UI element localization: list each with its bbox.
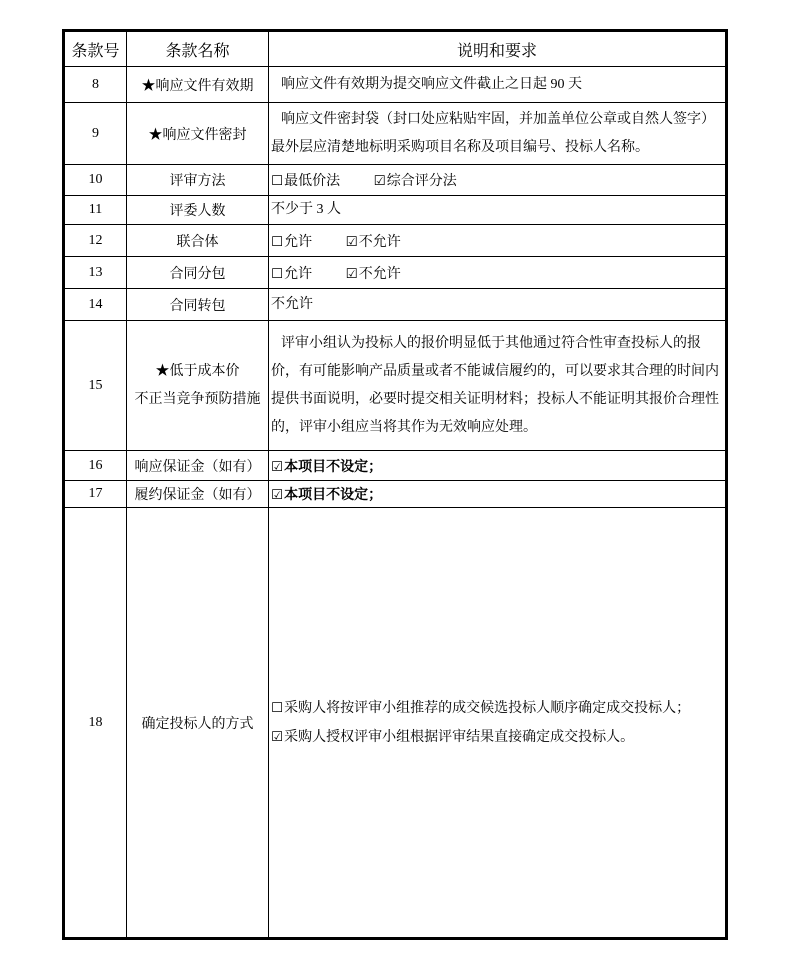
checkbox-unchecked-icon: ☐ — [271, 173, 284, 189]
terms-table — [62, 29, 728, 940]
checkbox-checked-icon: ☑ — [345, 265, 358, 282]
clause-desc — [269, 67, 727, 103]
table-row — [64, 67, 727, 103]
option-label: 不允许 — [358, 266, 401, 282]
desc-line: 响应文件有效期为提交响应文件截止之日起 90 天 — [281, 76, 582, 92]
clause-no: 9 — [64, 103, 127, 165]
checkbox-checked-icon: ☑ — [271, 458, 284, 475]
clause-name: 确定投标人的方式 — [127, 508, 269, 939]
clause-desc — [269, 321, 727, 451]
checkbox-unchecked-icon: ☐ — [271, 265, 284, 282]
clause-desc — [269, 165, 727, 196]
clause-desc — [269, 508, 727, 939]
table-row — [64, 165, 727, 196]
desc-line: 不允许 — [271, 296, 313, 312]
desc-line: 响应文件密封袋（封口处应粘贴牢固，并加盖单位公章或自然人签字） — [281, 111, 715, 127]
clause-no: 11 — [64, 196, 127, 225]
option-label: 综合评分法 — [386, 174, 457, 189]
option-allowed — [271, 235, 312, 250]
clause-name: 联合体 — [127, 225, 269, 257]
option-lowest-price — [271, 174, 340, 189]
header-description: 说明和要求 — [269, 31, 727, 67]
clause-desc — [269, 257, 727, 289]
clause-no: 10 — [64, 165, 127, 196]
option-not-allowed — [346, 235, 401, 250]
desc-line: 最外层应清楚地标明采购项目名称及项目编号、投标人名称。 — [271, 139, 649, 155]
option-label: 采购人授权评审小组根据评审结果直接确定成交投标人。 — [284, 729, 635, 745]
clause-name: ★响应文件有效期 — [127, 67, 269, 103]
option-line — [271, 694, 723, 723]
clause-desc — [269, 196, 727, 225]
option-label: 允许 — [284, 266, 313, 282]
option-allowed — [271, 267, 312, 282]
clause-no: 18 — [64, 508, 127, 939]
option-label: 允许 — [284, 234, 313, 250]
clause-no: 16 — [64, 451, 127, 481]
clause-no: 8 — [64, 67, 127, 103]
option-not-allowed — [346, 267, 401, 282]
table-row — [64, 103, 727, 165]
table-row — [64, 321, 727, 451]
clause-no: 13 — [64, 257, 127, 289]
option-label: 不允许 — [358, 234, 401, 250]
clause-no: 14 — [64, 289, 127, 321]
checkbox-checked-icon: ☑ — [271, 487, 284, 503]
table-row — [64, 225, 727, 257]
table-row — [64, 508, 727, 939]
table-row — [64, 451, 727, 481]
desc-line: 不少于 3 人 — [271, 202, 341, 217]
table-row — [64, 289, 727, 321]
checkbox-checked-icon: ☑ — [271, 728, 284, 745]
clause-name: 合同转包 — [127, 289, 269, 321]
clause-name — [127, 321, 269, 451]
desc-line: 的，评审小组应当将其作为无效响应处理。 — [271, 419, 537, 435]
clause-name: 评委人数 — [127, 196, 269, 225]
clause-name: 响应保证金（如有） — [127, 451, 269, 481]
table-row — [64, 257, 727, 289]
statement-label: 本项目不设定； — [284, 488, 383, 503]
checkbox-unchecked-icon: ☐ — [271, 233, 284, 250]
clause-desc — [269, 225, 727, 257]
clause-no: 17 — [64, 481, 127, 508]
clause-desc — [269, 481, 727, 508]
option-label: 采购人将按评审小组推荐的成交候选投标人顺序确定成交投标人； — [284, 700, 691, 716]
checkbox-unchecked-icon: ☐ — [271, 699, 284, 716]
clause-no: 12 — [64, 225, 127, 257]
desc-line: 价，有可能影响产品质量或者不能诚信履约的，可以要求其合理的时间内 — [271, 363, 719, 379]
checkbox-checked-icon: ☑ — [345, 233, 358, 250]
clause-name-line: ★低于成本价 — [155, 363, 240, 379]
clause-name: 评审方法 — [127, 165, 269, 196]
checkbox-checked-icon: ☑ — [373, 173, 386, 189]
table-header-row — [64, 31, 727, 67]
clause-name: ★响应文件密封 — [127, 103, 269, 165]
option-line — [271, 723, 723, 752]
header-clause-no: 条款号 — [64, 31, 127, 67]
clause-name-line: 不正当竞争预防措施 — [134, 391, 261, 407]
statement-label: 本项目不设定； — [284, 459, 383, 475]
clause-no: 15 — [64, 321, 127, 451]
clause-desc — [269, 451, 727, 481]
option-comprehensive-scoring — [374, 174, 457, 189]
table-row — [64, 481, 727, 508]
clause-name: 合同分包 — [127, 257, 269, 289]
option-label: 最低价法 — [284, 174, 341, 189]
desc-line: 提供书面说明，必要时提交相关证明材料；投标人不能证明其报价合理性 — [271, 391, 719, 407]
clause-desc — [269, 289, 727, 321]
clause-desc — [269, 103, 727, 165]
header-clause-name: 条款名称 — [127, 31, 269, 67]
table-row — [64, 196, 727, 225]
clause-name: 履约保证金（如有） — [127, 481, 269, 508]
desc-line: 评审小组认为投标人的报价明显低于其他通过符合性审查投标人的报 — [281, 335, 701, 351]
